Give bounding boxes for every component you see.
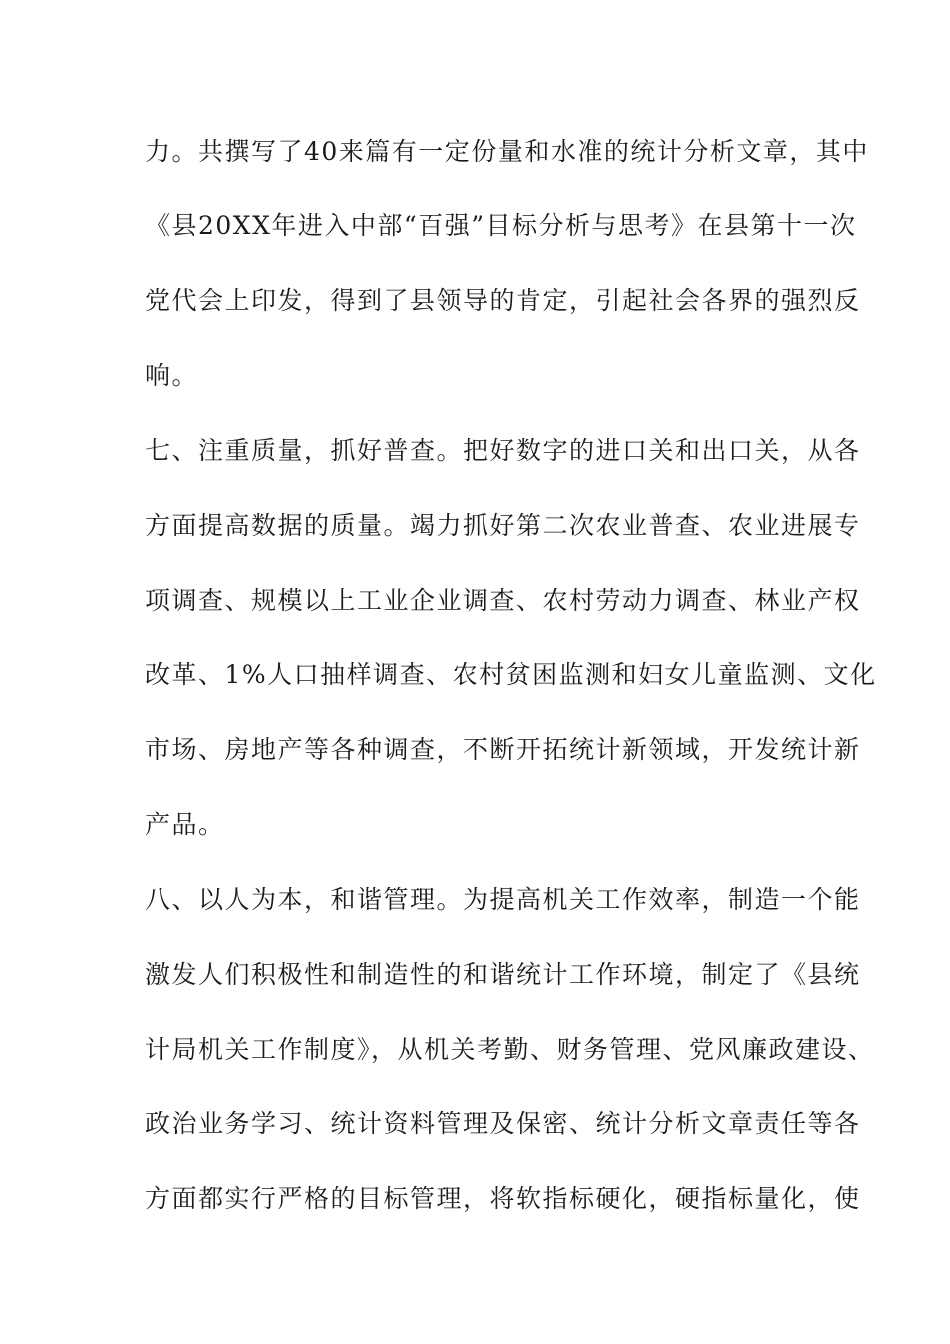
text-line: 政治业务学习、统计资料管理及保密、统计分析文章责任等各 — [145, 1109, 861, 1138]
text-line: 改革、1%人口抽样调查、农村贫困监测和妇女儿童监测、文化 — [145, 660, 877, 689]
text-line: 方面都实行严格的目标管理，将软指标硬化，硬指标量化，使 — [145, 1184, 861, 1213]
text-line: 产品。 — [145, 810, 225, 839]
text-line: 八、以人为本，和谐管理。为提高机关工作效率，制造一个能 — [145, 885, 861, 914]
text-line: 激发人们积极性和制造性的和谐统计工作环境，制定了《县统 — [145, 960, 861, 989]
text-line: 力。共撰写了40来篇有一定份量和水准的统计分析文章，其中 — [145, 137, 869, 166]
text-line: 计局机关工作制度》，从机关考勤、财务管理、党风廉政建设、 — [145, 1035, 875, 1064]
text-line: 项调查、规模以上工业企业调查、农村劳动力调查、林业产权 — [145, 586, 861, 615]
text-line: 《县20XX年进入中部“百强”目标分析与思考》在县第十一次 — [145, 211, 857, 240]
text-line: 市场、房地产等各种调查，不断开拓统计新领域，开发统计新 — [145, 735, 861, 764]
text-line: 响。 — [145, 361, 199, 390]
text-line: 方面提高数据的质量。竭力抓好第二次农业普查、农业进展专 — [145, 511, 861, 540]
text-line: 党代会上印发，得到了县领导的肯定，引起社会各界的强烈反 — [145, 286, 861, 315]
text-line: 七、注重质量，抓好普查。把好数字的进口关和出口关，从各 — [145, 436, 861, 465]
